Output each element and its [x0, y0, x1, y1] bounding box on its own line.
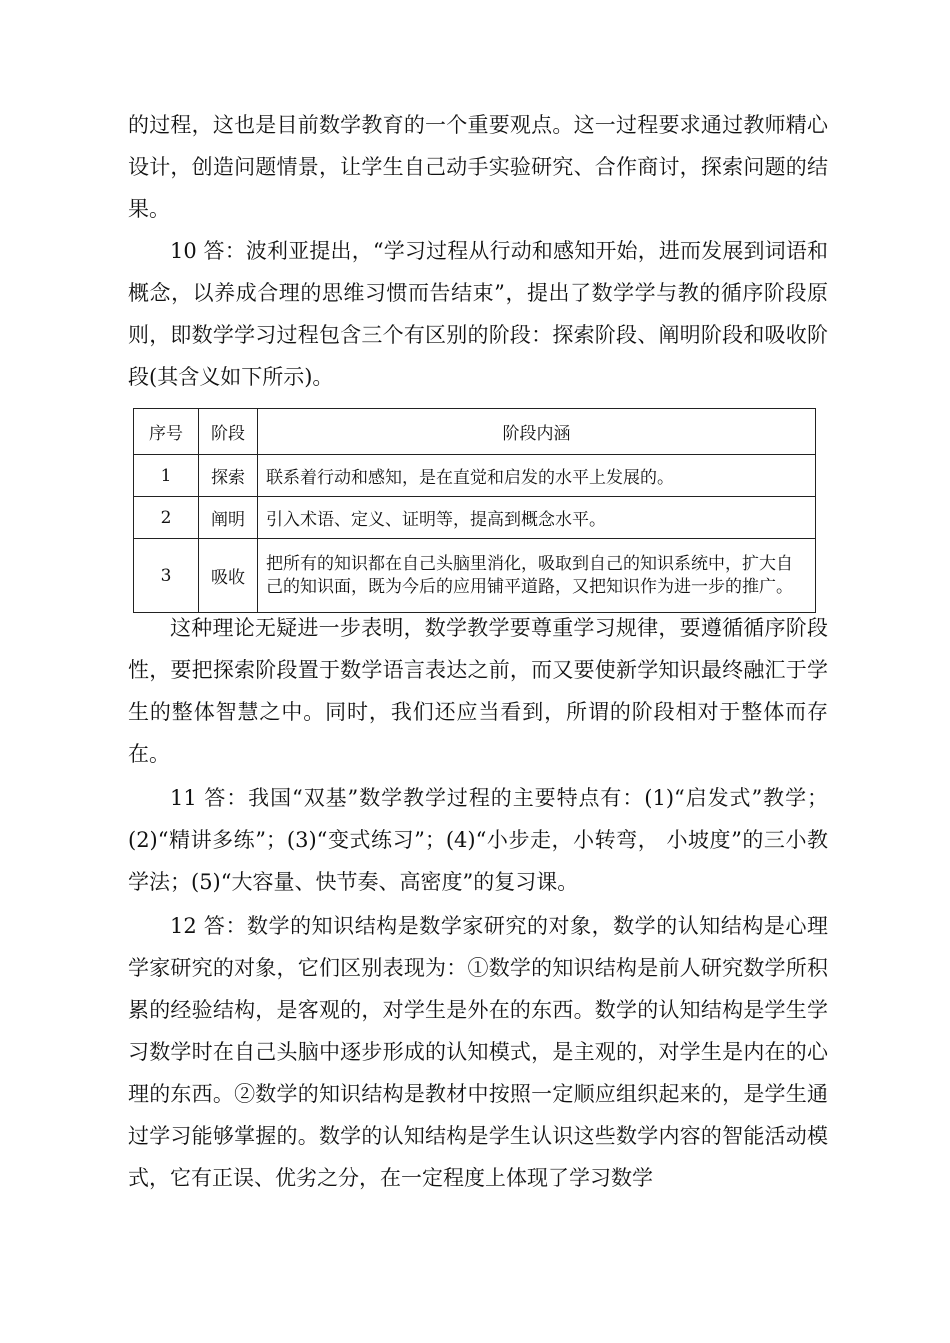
- header-number: 序号: [134, 409, 199, 455]
- paragraph-answer-11: 11 答：我国“双基”数学教学过程的主要特点有：(1)“启发式”教学；(2)“精讲多练”；(3)“变式练习”；(4)“小步走，小转弯， 小坡度”的三小教学法；(5)“大容量、快节奏、高密度”的复习课。: [128, 786, 828, 894]
- row-stage: 吸收: [199, 539, 258, 613]
- row-number: 2: [134, 497, 199, 539]
- header-meaning: 阶段内涵: [258, 409, 816, 455]
- row-stage: 探索: [199, 455, 258, 497]
- table-row: [134, 455, 816, 497]
- row-meaning: 引入术语、定义、证明等，提高到概念水平。: [258, 497, 816, 539]
- row-meaning: 把所有的知识都在自己头脑里消化，吸取到自己的知识系统中，扩大自己的知识面，既为今后的应用铺平道路，又把知识作为进一步的推广。: [258, 539, 816, 613]
- paragraph-theory: 这种理论无疑进一步表明，数学教学要尊重学习规律，要遵循循序阶段性，要把探索阶段置于数学语言表达之前，而又要使新学知识最终融汇于学生的整体智慧之中。同时，我们还应当看到，所谓的阶段相对于整体而存在。: [128, 616, 828, 766]
- table-row: [134, 539, 816, 613]
- text-block-top: [128, 104, 828, 398]
- row-meaning: 联系着行动和感知，是在直觉和启发的水平上发展的。: [258, 455, 816, 497]
- paragraph-answer-12: 12 答：数学的知识结构是数学家研究的对象，数学的认知结构是心理学家研究的对象，它们区别表现为：①数学的知识结构是前人研究数学所积累的经验结构，是客观的，对学生是外在的东西。数学的认知结构是学生学习数学时在自己头脑中逐步形成的认知模式，是主观的，对学生是内在的心理的东西。②数学的知识结构是教材中按照一定顺应组织起来的，是学生通过学习能够掌握的。数学的认知结构是学生认识这些数学内容的智能活动模式，它有正误、优劣之分，在一定程度上体现了学习数学: [128, 914, 828, 1190]
- paragraph-continuation: 的过程，这也是目前数学教育的一个重要观点。这一过程要求通过教师精心设计，创造问题情景，让学生自己动手实验研究、合作商讨，探索问题的结果。: [128, 113, 828, 221]
- table-header-row: [134, 409, 816, 455]
- text-block-bottom: [128, 607, 828, 1199]
- paragraph-answer-10: 10 答：波利亚提出，“学习过程从行动和感知开始，进而发展到词语和概念，以养成合理的思维习惯而告结束”，提出了数学学与教的循序阶段原则，即数学学习过程包含三个有区别的阶段：探索阶段、阐明阶段和吸收阶段(其含义如下所示)。: [128, 239, 828, 389]
- row-number: 3: [134, 539, 199, 613]
- stage-table: [133, 408, 816, 613]
- table-row: [134, 497, 816, 539]
- row-stage: 阐明: [199, 497, 258, 539]
- row-number: 1: [134, 455, 199, 497]
- header-stage: 阶段: [199, 409, 258, 455]
